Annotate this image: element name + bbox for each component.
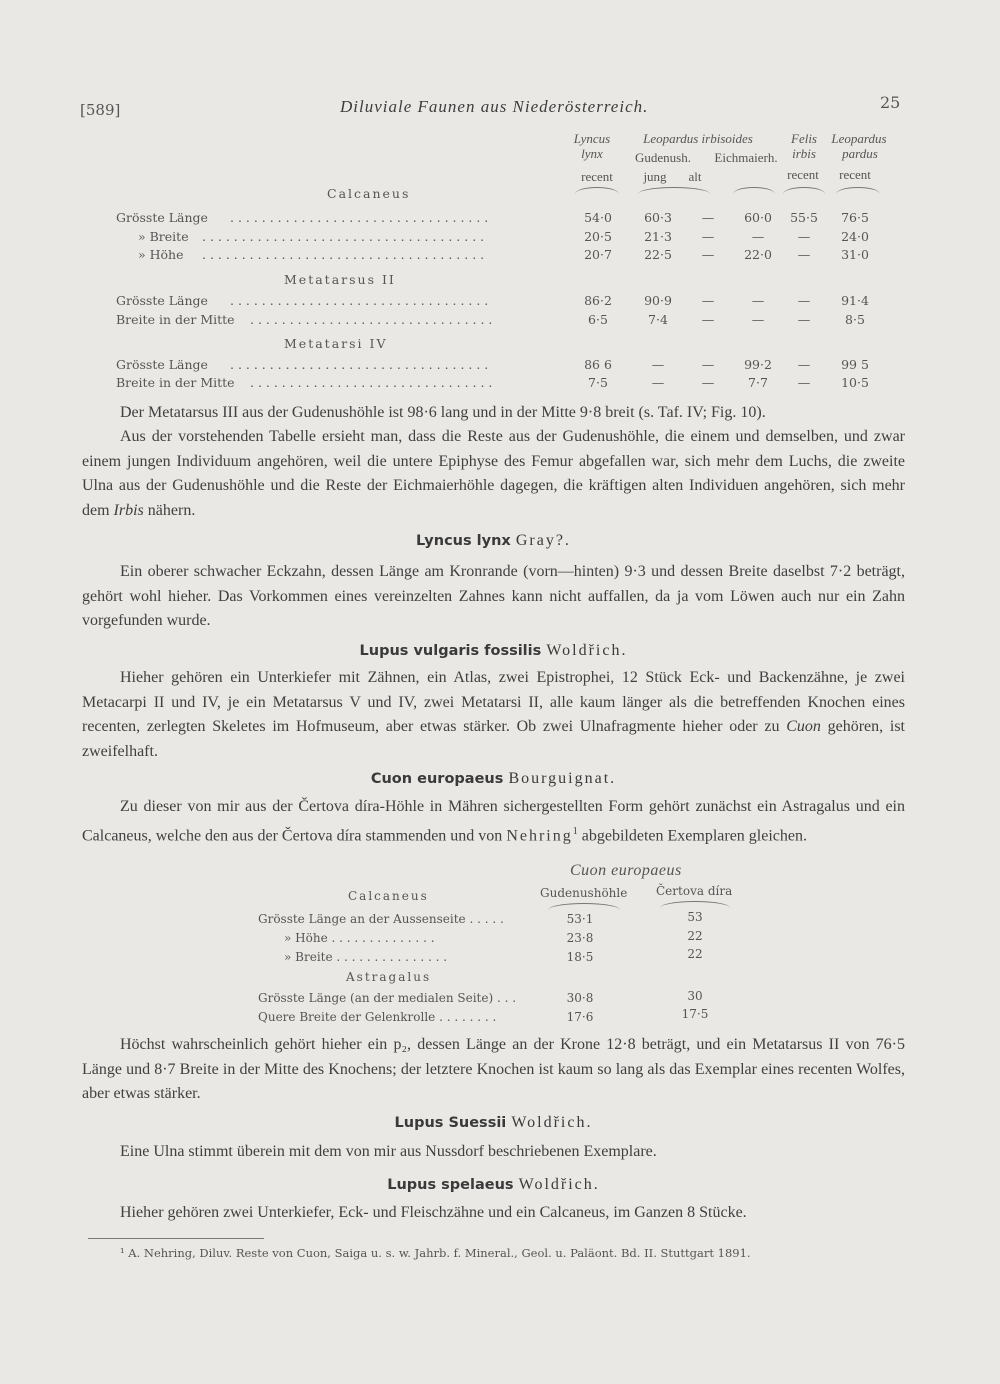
col-jung: jung (643, 169, 667, 184)
brace (783, 187, 825, 194)
table-row: Breite in der Mitte . . . . . . . . . . . . . . . . . . . . . . . . . . . . . . . 7·5 — — 7·7 — 10·5 (116, 375, 869, 390)
col-gudenush: Gudenush. (635, 150, 691, 165)
col-leopardus-pardus-1: Leopardus (831, 131, 887, 146)
brace (733, 187, 775, 194)
table2-col-gudenushohle: Gudenushöhle (540, 886, 628, 900)
footnote: ¹ A. Nehring, Diluv. Reste von Cuon, Saiga u. s. w. Jahrb. f. Mineral., Geol. u. Paläont. Bd. II. Stuttgart 1891. (120, 1246, 751, 1260)
table-cell: 17·5 (681, 1007, 709, 1021)
paragraph: Aus der vorstehenden Tabelle ersieht man, dass die Reste aus der Gudenushöhle, die einem und demselben, und zwar einem jungen Individuum angehören, weil die untere Epiphyse des Femur abgefallen war, sich mehr dem Luchs, die zweite Ulna aus der Gudenushöhle und die Reste der Eichmaierhöhle dagegen, die kräftigen alten Individuen angehören, sich mehr dem Irbis nähern. (82, 428, 905, 519)
table2-col-certova-dira: Čertova díra (656, 884, 733, 898)
section-heading-lupus-vulgaris-fossilis: Lupus vulgaris fossilis Woldřich. (359, 642, 628, 659)
table-row: Grösste Länge (an der medialen Seite) . . . (258, 991, 517, 1005)
col-eichmaierh: Eichmaierh. (714, 150, 778, 165)
brace (638, 187, 710, 194)
table-row: Grösste Länge . . . . . . . . . . . . . . . . . . . . . . . . . . . . . . . . . 86 6 — — 99·2 — 99 5 (116, 357, 869, 372)
section-heading-lyncus-lynx: Lyncus lynx Gray?. (416, 532, 571, 549)
col-leopardus-irbisoides: Leopardus irbisoides (643, 131, 753, 146)
table-row: » Höhe . . . . . . . . . . . . . . . . . . . . . . . . . . . . . . . . . . . . 20·7 22·5 — 22·0 — 31·0 (138, 247, 869, 262)
col-lyncus-2: lynx (581, 146, 603, 161)
col-felis-1: Felis (791, 131, 817, 146)
table-cell: 53·1 (566, 912, 594, 926)
section-metatarsus-ii: Metatarsus II (284, 272, 396, 287)
table2-section-calcaneus: Calcaneus (348, 889, 429, 903)
table-row: Grösste Länge . . . . . . . . . . . . . . . . . . . . . . . . . . . . . . . . . 54·0 60·3 — 60·0 55·5 76·5 (116, 210, 869, 225)
section-heading-lupus-suessii: Lupus Suessii Woldřich. (394, 1114, 593, 1131)
section-metatarsi-iv: Metatarsi IV (284, 336, 388, 351)
brace (548, 903, 620, 910)
table-row: » Breite . . . . . . . . . . . . . . . (284, 950, 448, 964)
paragraph: Eine Ulna stimmt überein mit dem von mir aus Nussdorf beschriebenen Exemplare. (120, 1143, 657, 1160)
col-alt: alt (688, 169, 702, 184)
paragraph: Hieher gehören ein Unterkiefer mit Zähnen, ein Atlas, zwei Epistrophei, 12 Stück Eck- und Backenzähne, je zwei Metacarpi II und IV, je ein Metatarsus V und IV, zwei Metatarsi II, alle kaum länger als die betreffenden Knochen eines recenten, zerlegten Skeletes im Hofmuseum, aber etwas stärker. Ob zwei Ulnafragmente hieher oder zu Cuon gehören, ist zweifelhaft. (82, 669, 905, 760)
col-recent-1: recent (581, 169, 613, 184)
brace (575, 187, 619, 194)
col-lyncus-1: Lyncus (573, 131, 611, 146)
paragraph: Zu dieser von mir aus der Čertova díra-Höhle in Mähren sichergestellten Form gehört zunächst ein Astragalus und ein Calcaneus, welche den aus der Čertova díra stammenden und von Nehring$^1$ abgebildeten Exemplaren gleichen. (82, 798, 905, 844)
col-recent-2: recent (787, 167, 819, 182)
brace (660, 901, 730, 908)
table-cell: 18·5 (566, 950, 594, 964)
paragraph: Der Metatarsus III aus der Gudenushöhle ist 98·6 lang und in der Mitte 9·8 breit (s. Taf. IV; Fig. 10). (120, 404, 766, 421)
footnote-rule (88, 1238, 264, 1239)
table-row: » Höhe . . . . . . . . . . . . . . (284, 931, 435, 945)
paragraph: Hieher gehören zwei Unterkiefer, Eck- und Fleischzähne und ein Calcaneus, im Ganzen 8 Stücke. (120, 1204, 747, 1221)
page-number: 25 (880, 93, 901, 112)
table-cell: 22 (687, 929, 703, 943)
table-cell: 17·6 (566, 1010, 594, 1024)
table2-section-astragalus: Astragalus (346, 970, 432, 984)
table-cell: 30 (687, 989, 703, 1003)
table-cell: 23·8 (566, 931, 594, 945)
paragraph: Höchst wahrscheinlich gehört hieher ein p₂, dessen Länge an der Krone 12·8 beträgt, und ein Metatarsus II von 76·5 Länge und 8·7 Breite in der Mitte des Knochens; der letztere Knochen ist kaum so lang als das Exemplar eines recenten Wolfes, aber etwas stärker. (82, 1036, 905, 1102)
table-row: Quere Breite der Gelenkrolle . . . . . . . . (258, 1010, 497, 1024)
page-ref: [589] (80, 101, 121, 119)
table-row: » Breite . . . . . . . . . . . . . . . . . . . . . . . . . . . . . . . . . . . . 20·5 21·3 — — — 24·0 (138, 229, 869, 244)
section-heading-cuon-europaeus: Cuon europaeus Bourguignat. (370, 770, 617, 787)
paragraph: Ein oberer schwacher Eckzahn, dessen Länge am Kronrande (vorn—hinten) 9·3 und dessen Breite daselbst 7·2 beträgt, gehört wohl hieher. Das Vorkommen eines vereinzelten Zahnes kann nicht auffallen, da ja vom Löwen auch nur ein Zahn vorgefunden wurde. (82, 563, 905, 629)
col-recent-3: recent (839, 167, 871, 182)
table-cell: 30·8 (566, 991, 594, 1005)
table-cell: 22 (687, 947, 703, 961)
section-calcaneus: Calcaneus (327, 186, 411, 201)
section-heading-lupus-spelaeus: Lupus spelaeus Woldřich. (387, 1176, 600, 1193)
col-leopardus-pardus-2: pardus (842, 146, 878, 161)
table-row: Breite in der Mitte . . . . . . . . . . . . . . . . . . . . . . . . . . . . . . . 6·5 7·4 — — — 8·5 (116, 312, 865, 327)
table2-title: Cuon europaeus (570, 862, 682, 879)
col-felis-2: irbis (792, 146, 816, 161)
table-row: Grösste Länge . . . . . . . . . . . . . . . . . . . . . . . . . . . . . . . . . 86·2 90·9 — — — 91·4 (116, 293, 869, 308)
table-row: Grösste Länge an der Aussenseite . . . . . (258, 912, 504, 926)
running-title: Diluviale Faunen aus Niederösterreich. (340, 97, 649, 116)
table-cell: 53 (687, 910, 703, 924)
brace (836, 187, 880, 194)
